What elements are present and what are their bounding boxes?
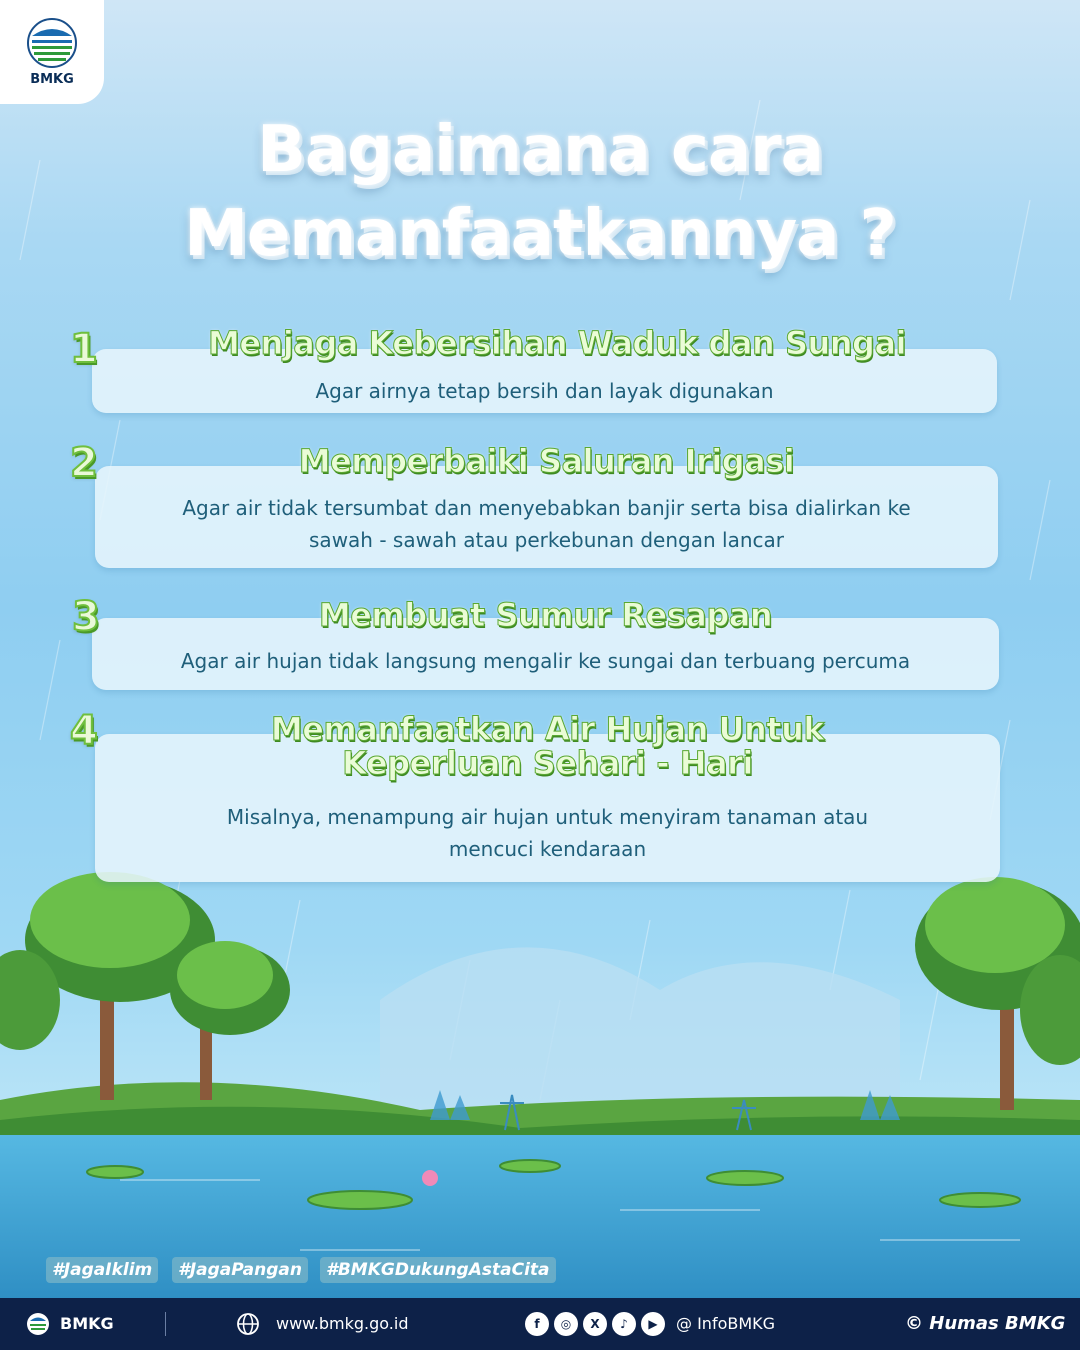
item-number-3: 3	[72, 594, 100, 640]
facebook-icon[interactable]: f	[525, 1312, 549, 1336]
title-line-2: Memanfaatkannya ?	[184, 197, 896, 271]
footer-copyright: © Humas BMKG	[905, 1313, 1066, 1334]
footer-divider	[165, 1312, 166, 1336]
logo-text: BMKG	[30, 71, 74, 87]
item-heading-2: Memperbaiki Saluran Irigasi	[298, 442, 795, 480]
item-desc-2-line-2: sawah - sawah atau perkebunan dengan lancar	[309, 528, 784, 552]
item-heading-1: Menjaga Kebersihan Waduk dan Sungai	[207, 324, 907, 362]
item-desc-2-line-1: Agar air tidak tersumbat dan menyebabkan banjir serta bisa dialirkan ke	[182, 496, 911, 520]
item-desc-1: Agar airnya tetap bersih dan layak digunakan	[315, 379, 774, 403]
item-desc-4	[95, 801, 1000, 865]
page-title	[0, 108, 1080, 276]
bmkg-logo-icon	[24, 18, 80, 68]
item-desc-2	[95, 492, 998, 556]
youtube-icon[interactable]: ▶	[641, 1312, 665, 1336]
footer-brand: BMKG	[60, 1314, 114, 1333]
item-number-2: 2	[70, 440, 98, 486]
hashtag-bmkgdukungastacita: #BMKGDukungAstaCita	[320, 1257, 556, 1283]
tiktok-icon[interactable]: ♪	[612, 1312, 636, 1336]
footer-social-handle[interactable]: @ InfoBMKG	[676, 1314, 776, 1333]
footer-website-link[interactable]: www.bmkg.go.id	[276, 1314, 409, 1333]
item-heading-4-line-2: Keperluan Sehari - Hari	[342, 744, 753, 782]
x-icon[interactable]: X	[583, 1312, 607, 1336]
globe-icon	[236, 1312, 260, 1336]
item-heading-4	[95, 712, 1000, 780]
bmkg-logo-box	[0, 0, 104, 104]
instagram-icon[interactable]: ◎	[554, 1312, 578, 1336]
hashtag-jagapangan: #JagaPangan	[172, 1257, 308, 1283]
footer-bar	[0, 1298, 1080, 1350]
bmkg-footer-logo-icon	[26, 1312, 50, 1336]
item-desc-3: Agar air hujan tidak langsung mengalir ke sungai dan terbuang percuma	[180, 649, 911, 673]
item-desc-4-line-1: Misalnya, menampung air hujan untuk menyiram tanaman atau	[226, 805, 869, 829]
item-heading-4-line-1: Memanfaatkan Air Hujan Untuk	[270, 710, 825, 748]
item-heading-3: Membuat Sumur Resapan	[318, 596, 773, 634]
hashtag-jagaiklim: #JagaIklim	[46, 1257, 158, 1283]
item-number-1: 1	[70, 326, 98, 372]
item-number-4: 4	[70, 708, 98, 754]
title-line-1: Bagaimana cara	[257, 113, 823, 187]
item-desc-4-line-2: mencuci kendaraan	[448, 837, 647, 861]
